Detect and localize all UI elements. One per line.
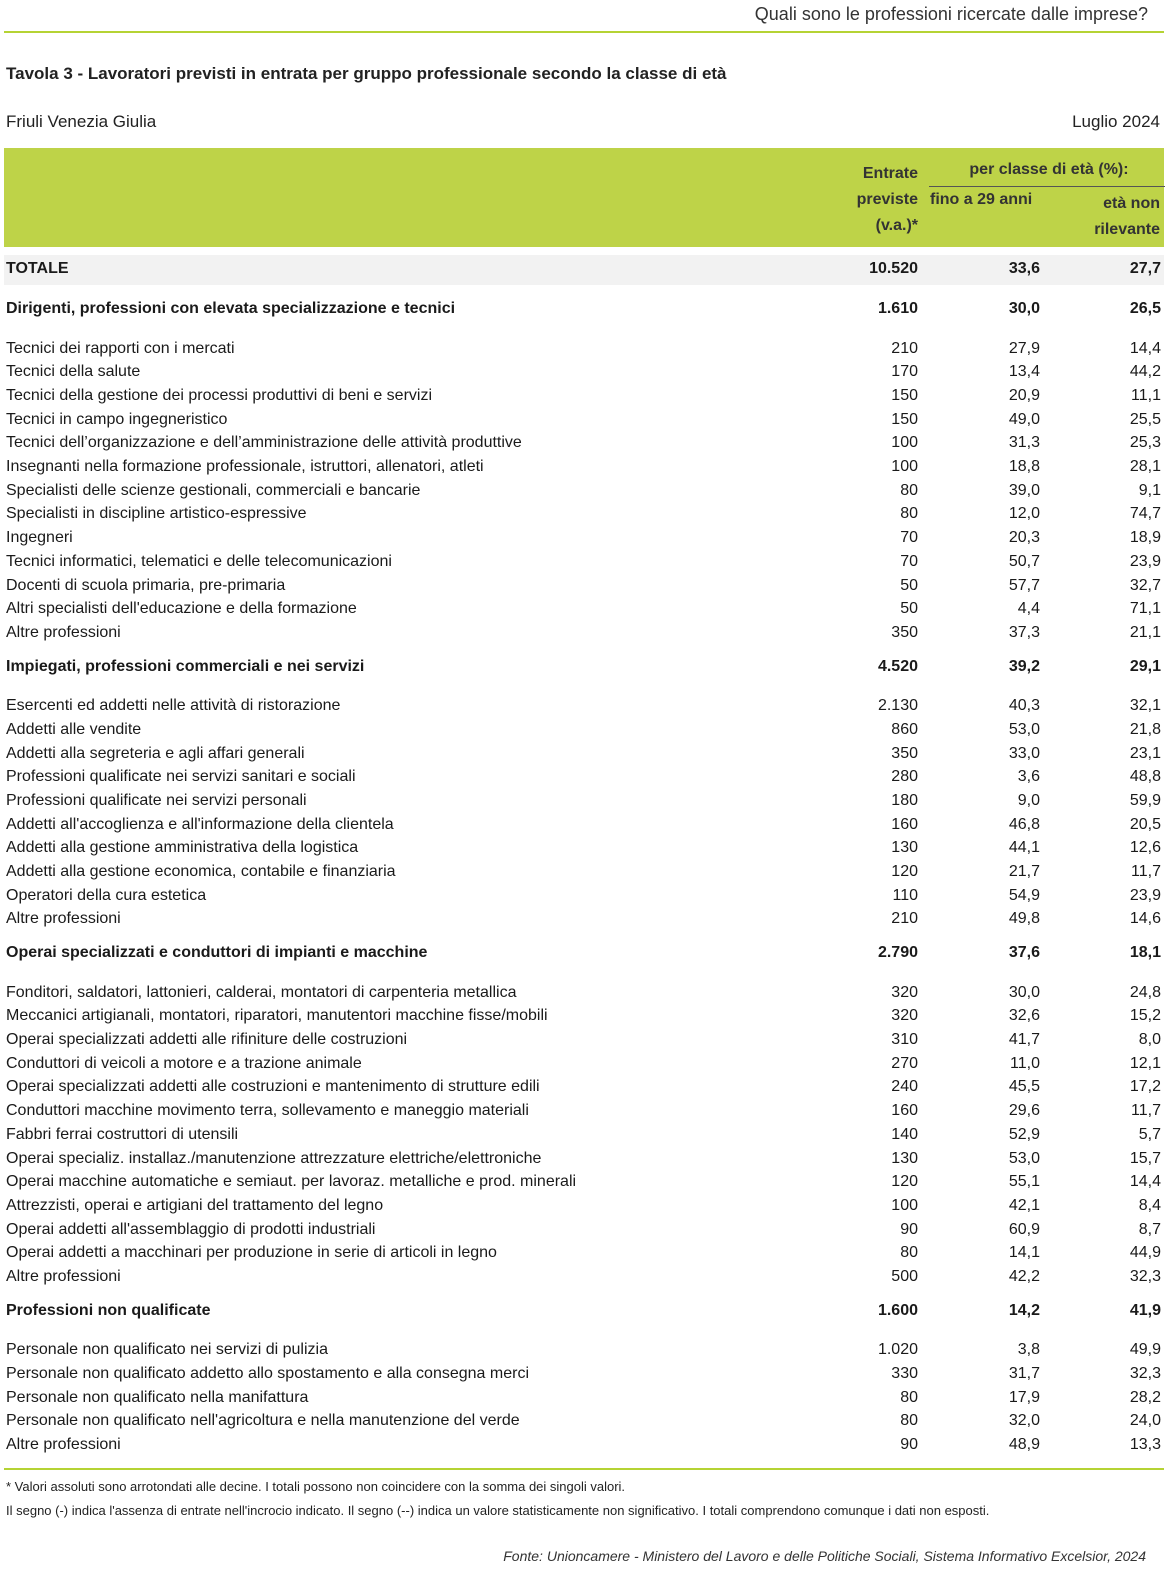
eta-cell: 12,6 <box>1129 839 1161 857</box>
eta-cell: 24,0 <box>1129 1412 1161 1430</box>
fino-29-cell: 13,4 <box>1008 363 1040 381</box>
entrate-cell: 350 <box>891 744 918 762</box>
label-cell: Personale non qualificato nella manifattura <box>6 1388 309 1406</box>
eta-cell: 44,2 <box>1129 363 1161 381</box>
entrate-cell: 80 <box>900 505 918 523</box>
table-row <box>4 1434 1164 1458</box>
group-row <box>4 1300 1164 1324</box>
table-row <box>4 409 1164 433</box>
fino-29-cell: 53,0 <box>1008 720 1040 738</box>
entrate-cell: 1.020 <box>877 1341 918 1359</box>
fino-29-cell: 37,6 <box>1008 944 1040 962</box>
eta-cell: 13,3 <box>1129 1436 1161 1453</box>
header-age-group: per classe di età (%): <box>969 161 1129 178</box>
fino-29-cell: 31,3 <box>1008 434 1040 452</box>
entrate-cell: 500 <box>891 1268 918 1285</box>
entrate-cell: 120 <box>891 1173 918 1191</box>
table-row <box>4 551 1164 575</box>
total-row <box>4 255 1164 285</box>
label-cell: Operatori della cura estetica <box>6 886 207 904</box>
entrate-cell: 270 <box>891 1054 918 1072</box>
eta-cell: 14,4 <box>1129 1173 1161 1191</box>
entrate-cell: 130 <box>891 839 918 857</box>
eta-cell: 32,1 <box>1129 697 1161 715</box>
fino-29-cell: 33,6 <box>1008 260 1040 277</box>
eta-cell: 41,9 <box>1129 1301 1161 1319</box>
fino-29-cell: 14,2 <box>1008 1301 1040 1319</box>
fino-29-cell: 21,7 <box>1008 863 1040 880</box>
label-cell: Operai specializzati e conduttori di impianti e macchine <box>6 944 428 962</box>
entrate-cell: 180 <box>891 791 918 809</box>
label-cell: Tecnici informatici, telematici e delle telecomunicazioni <box>6 552 392 570</box>
fino-29-cell: 40,3 <box>1008 697 1040 715</box>
eta-cell: 23,9 <box>1129 886 1161 904</box>
table-header <box>4 148 1164 247</box>
table-row <box>4 1076 1164 1100</box>
footer-divider <box>4 1468 1164 1470</box>
entrate-cell: 240 <box>891 1078 918 1096</box>
fino-29-cell: 18,8 <box>1008 458 1040 475</box>
label-cell: Tecnici della salute <box>6 363 141 381</box>
fino-29-cell: 39,0 <box>1008 481 1040 499</box>
table-row <box>4 766 1164 790</box>
eta-cell: 18,1 <box>1129 944 1161 962</box>
fino-29-cell: 11,0 <box>1010 1054 1040 1072</box>
table-row <box>4 361 1164 385</box>
entrate-cell: 320 <box>891 1007 918 1025</box>
label-cell: Altre professioni <box>6 623 121 641</box>
fino-29-cell: 12,0 <box>1008 505 1040 523</box>
eta-cell: 28,2 <box>1129 1388 1161 1406</box>
header-entrate-line2: previste <box>856 191 918 208</box>
fino-29-cell: 42,2 <box>1008 1268 1040 1285</box>
fino-29-cell: 49,0 <box>1008 410 1040 428</box>
entrate-cell: 100 <box>891 458 918 475</box>
entrate-cell: 350 <box>891 623 918 641</box>
table-row <box>4 1100 1164 1124</box>
entrate-cell: 10.520 <box>869 260 918 277</box>
fino-29-cell: 55,1 <box>1008 1173 1040 1191</box>
table-row <box>4 814 1164 838</box>
label-cell: Fonditori, saldatori, lattonieri, calderai, montatori di carpenteria metallica <box>6 983 517 1001</box>
fino-29-cell: 53,0 <box>1008 1149 1040 1167</box>
fino-29-cell: 27,9 <box>1008 339 1040 357</box>
table-row <box>4 1005 1164 1029</box>
fino-29-cell: 32,6 <box>1008 1007 1040 1025</box>
table-row <box>4 885 1164 909</box>
label-cell: Personale non qualificato nei servizi di pulizia <box>6 1341 328 1359</box>
table-row <box>4 598 1164 622</box>
table-row <box>4 1124 1164 1148</box>
fino-29-cell: 4,4 <box>1017 600 1040 618</box>
group-row <box>4 942 1164 966</box>
eta-cell: 32,3 <box>1129 1268 1161 1285</box>
table-row <box>4 1171 1164 1195</box>
entrate-cell: 80 <box>900 1388 918 1406</box>
entrate-cell: 860 <box>891 720 918 738</box>
eta-cell: 18,9 <box>1129 529 1161 547</box>
eta-cell: 21,8 <box>1129 720 1161 738</box>
eta-cell: 11,7 <box>1131 863 1161 880</box>
header-fino-29: fino a 29 anni <box>930 191 1033 208</box>
entrate-cell: 1.600 <box>877 1301 918 1319</box>
label-cell: Attrezzisti, operai e artigiani del trattamento del legno <box>6 1196 384 1214</box>
eta-cell: 23,1 <box>1129 744 1161 762</box>
table-row <box>4 1387 1164 1411</box>
eta-cell: 25,3 <box>1129 434 1161 452</box>
label-cell: Altre professioni <box>6 1436 121 1453</box>
label-cell: Esercenti ed addetti nelle attività di ristorazione <box>6 697 341 715</box>
entrate-cell: 70 <box>900 529 918 547</box>
table-row <box>4 908 1164 932</box>
page-header <box>0 0 1170 32</box>
table-row <box>4 575 1164 599</box>
header-entrate <box>857 161 918 239</box>
eta-cell: 11,7 <box>1131 1102 1161 1120</box>
label-cell: Personale non qualificato nell'agricoltura e nella manutenzione del verde <box>6 1412 520 1430</box>
table-row <box>4 790 1164 814</box>
entrate-cell: 160 <box>891 815 918 833</box>
table-row <box>4 338 1164 362</box>
label-cell: Addetti alla segreteria e agli affari generali <box>6 744 305 762</box>
table-row <box>4 622 1164 646</box>
region-label: Friuli Venezia Giulia <box>6 112 157 131</box>
entrate-cell: 280 <box>891 768 918 786</box>
fino-29-cell: 46,8 <box>1008 815 1040 833</box>
entrate-cell: 2.790 <box>877 944 918 962</box>
label-cell: Professioni qualificate nei servizi sanitari e sociali <box>6 768 356 786</box>
eta-cell: 9,1 <box>1138 481 1161 499</box>
label-cell: Altre professioni <box>6 1268 121 1285</box>
entrate-cell: 160 <box>891 1102 918 1120</box>
eta-cell: 14,4 <box>1129 339 1161 357</box>
label-cell: Dirigenti, professioni con elevata specializzazione e tecnici <box>6 300 456 317</box>
fino-29-cell: 54,9 <box>1008 886 1040 904</box>
label-cell: Insegnanti nella formazione professionale, istruttori, allenatori, atleti <box>6 458 484 475</box>
fino-29-cell: 9,0 <box>1017 791 1040 809</box>
fino-29-cell: 60,9 <box>1008 1220 1040 1238</box>
entrate-cell: 2.130 <box>877 697 918 715</box>
entrate-cell: 80 <box>900 481 918 499</box>
table-row <box>4 695 1164 719</box>
eta-cell: 32,3 <box>1129 1364 1161 1382</box>
label-cell: Ingegneri <box>6 529 73 547</box>
eta-cell: 48,8 <box>1129 768 1161 786</box>
eta-cell: 12,1 <box>1129 1054 1161 1072</box>
label-cell: Tecnici della gestione dei processi produttivi di beni e servizi <box>6 386 432 404</box>
entrate-cell: 130 <box>891 1149 918 1167</box>
label-cell: Addetti alle vendite <box>6 720 142 738</box>
label-cell: Addetti alla gestione economica, contabile e finanziaria <box>6 863 396 880</box>
eta-cell: 15,2 <box>1129 1007 1161 1025</box>
fino-29-cell: 20,3 <box>1008 529 1040 547</box>
table-row <box>4 1363 1164 1387</box>
eta-cell: 32,7 <box>1129 576 1161 594</box>
fino-29-cell: 32,0 <box>1008 1412 1040 1430</box>
eta-cell: 11,1 <box>1131 386 1161 404</box>
table-row <box>4 1148 1164 1172</box>
table-row <box>4 1219 1164 1243</box>
entrate-cell: 80 <box>900 1412 918 1430</box>
table-row <box>4 1242 1164 1266</box>
entrate-cell: 4.520 <box>877 657 918 675</box>
entrate-cell: 80 <box>900 1244 918 1262</box>
fino-29-cell: 3,8 <box>1017 1341 1040 1359</box>
fino-29-cell: 17,9 <box>1008 1388 1040 1406</box>
entrate-cell: 330 <box>891 1364 918 1382</box>
eta-cell: 15,7 <box>1129 1149 1161 1167</box>
entrate-cell: 50 <box>900 576 918 594</box>
entrate-cell: 310 <box>891 1031 918 1048</box>
fino-29-cell: 33,0 <box>1008 744 1040 762</box>
group-row <box>4 656 1164 680</box>
header-eta-line1: età non <box>1103 195 1160 212</box>
fino-29-cell: 48,9 <box>1008 1436 1040 1453</box>
table-row <box>4 456 1164 480</box>
eta-cell: 23,9 <box>1129 552 1161 570</box>
fino-29-cell: 52,9 <box>1008 1125 1040 1143</box>
eta-cell: 20,5 <box>1129 815 1161 833</box>
fino-29-cell: 39,2 <box>1008 657 1040 675</box>
table-row <box>4 1266 1164 1290</box>
table-row <box>4 385 1164 409</box>
table-row <box>4 1339 1164 1363</box>
label-cell: Altri specialisti dell'educazione e della formazione <box>6 600 357 618</box>
eta-cell: 8,7 <box>1138 1220 1161 1238</box>
fino-29-cell: 3,6 <box>1017 768 1040 786</box>
label-cell: Impiegati, professioni commerciali e nei servizi <box>6 657 365 675</box>
eta-cell: 71,1 <box>1129 600 1161 618</box>
fino-29-cell: 20,9 <box>1008 386 1040 404</box>
label-cell: Meccanici artigianali, montatori, riparatori, manutentori macchine fisse/mobili <box>6 1007 548 1025</box>
header-entrate-line1: Entrate <box>862 165 918 182</box>
fino-29-cell: 14,1 <box>1008 1244 1040 1262</box>
table-row <box>4 837 1164 861</box>
table-row <box>4 861 1164 885</box>
entrate-cell: 210 <box>891 339 918 357</box>
label-cell: Specialisti delle scienze gestionali, commerciali e bancarie <box>6 481 421 499</box>
eta-cell: 44,9 <box>1129 1244 1161 1262</box>
eta-cell: 59,9 <box>1129 791 1161 809</box>
label-cell: Addetti alla gestione amministrativa della logistica <box>6 839 359 857</box>
entrate-cell: 110 <box>892 886 918 904</box>
fino-29-cell: 30,0 <box>1008 983 1040 1001</box>
table-row <box>4 1410 1164 1434</box>
entrate-cell: 1.610 <box>877 300 918 317</box>
entrate-cell: 210 <box>891 910 918 928</box>
header-divider <box>4 31 1164 33</box>
entrate-cell: 150 <box>891 410 918 428</box>
label-cell: TOTALE <box>6 260 69 277</box>
eta-cell: 8,4 <box>1138 1196 1161 1214</box>
entrate-cell: 140 <box>891 1125 918 1143</box>
fino-29-cell: 31,7 <box>1008 1364 1040 1382</box>
fino-29-cell: 30,0 <box>1008 300 1040 317</box>
eta-cell: 24,8 <box>1129 983 1161 1001</box>
fino-29-cell: 37,3 <box>1008 623 1040 641</box>
eta-cell: 5,7 <box>1138 1125 1161 1143</box>
fino-29-cell: 42,1 <box>1008 1196 1040 1214</box>
label-cell: Conduttori di veicoli a motore e a trazione animale <box>6 1054 362 1072</box>
eta-cell: 21,1 <box>1129 623 1161 641</box>
table-row <box>4 527 1164 551</box>
label-cell: Operai specializ. installaz./manutenzione attrezzature elettriche/elettroniche <box>6 1149 542 1167</box>
source-note: Fonte: Unioncamere - Ministero del Lavoro e delle Politiche Sociali, Sistema Informativo Excelsior, 2024 <box>503 1548 1146 1564</box>
eta-cell: 25,5 <box>1129 410 1161 428</box>
period-label: Luglio 2024 <box>1072 112 1160 131</box>
label-cell: Professioni qualificate nei servizi personali <box>6 791 307 809</box>
eta-cell: 74,7 <box>1129 505 1161 523</box>
label-cell: Conduttori macchine movimento terra, sollevamento e maneggio materiali <box>6 1102 529 1120</box>
entrate-cell: 170 <box>891 363 918 381</box>
header-entrate-line3: (v.a.)* <box>875 217 918 234</box>
fino-29-cell: 57,7 <box>1008 576 1040 594</box>
eta-cell: 28,1 <box>1129 458 1161 475</box>
entrate-cell: 50 <box>900 600 918 618</box>
label-cell: Operai specializzati addetti alle costruzioni e mantenimento di strutture edili <box>6 1078 540 1096</box>
fino-29-cell: 29,6 <box>1008 1102 1040 1120</box>
fino-29-cell: 49,8 <box>1008 910 1040 928</box>
table-row <box>4 480 1164 504</box>
eta-cell: 49,9 <box>1129 1341 1161 1359</box>
label-cell: Professioni non qualificate <box>6 1301 211 1319</box>
entrate-cell: 70 <box>900 552 918 570</box>
entrate-cell: 90 <box>900 1220 918 1238</box>
table-title: Tavola 3 - Lavoratori previsti in entrata per gruppo professionale secondo la classe di età <box>6 64 727 83</box>
entrate-cell: 90 <box>900 1436 918 1453</box>
header-subdivider <box>929 186 1165 187</box>
label-cell: Operai addetti all'assemblaggio di prodotti industriali <box>6 1220 376 1238</box>
header-question: Quali sono le professioni ricercate dalle imprese? <box>754 4 1148 24</box>
label-cell: Personale non qualificato addetto allo spostamento e alla consegna merci <box>6 1364 529 1382</box>
label-cell: Tecnici in campo ingegneristico <box>6 410 228 428</box>
table-row <box>4 982 1164 1006</box>
label-cell: Tecnici dei rapporti con i mercati <box>6 339 235 357</box>
entrate-cell: 100 <box>891 1196 918 1214</box>
entrate-cell: 100 <box>891 434 918 452</box>
table-row <box>4 432 1164 456</box>
eta-cell: 27,7 <box>1129 260 1161 277</box>
label-cell: Fabbri ferrai costruttori di utensili <box>6 1125 239 1143</box>
entrate-cell: 150 <box>891 386 918 404</box>
eta-cell: 26,5 <box>1129 300 1161 317</box>
entrate-cell: 120 <box>891 863 918 880</box>
label-cell: Altre professioni <box>6 910 121 928</box>
label-cell: Docenti di scuola primaria, pre-primaria <box>6 576 286 594</box>
footnote-2: Il segno (-) indica l'assenza di entrate nell'incrocio indicato. Il segno (--) indica un valore statisticamente non significativo. I totali comprendono comunque i dati non esposti. <box>6 1503 990 1518</box>
eta-cell: 29,1 <box>1129 657 1161 675</box>
footnote-1: * Valori assoluti sono arrotondati alle decine. I totali possono non coincidere con la somma dei singoli valori. <box>6 1479 626 1494</box>
table-row <box>4 1195 1164 1219</box>
table-row <box>4 503 1164 527</box>
label-cell: Operai specializzati addetti alle rifiniture delle costruzioni <box>6 1031 408 1048</box>
eta-cell: 17,2 <box>1129 1078 1161 1096</box>
table-row <box>4 1029 1164 1053</box>
label-cell: Operai addetti a macchinari per produzione in serie di articoli in legno <box>6 1244 497 1262</box>
header-eta-non-rilevante <box>1094 191 1160 243</box>
fino-29-cell: 45,5 <box>1008 1078 1040 1096</box>
table-row <box>4 719 1164 743</box>
group-row <box>4 298 1164 322</box>
label-cell: Addetti all'accoglienza e all'informazione della clientela <box>6 815 394 833</box>
eta-cell: 8,0 <box>1138 1031 1161 1048</box>
eta-cell: 14,6 <box>1129 910 1161 928</box>
entrate-cell: 320 <box>891 983 918 1001</box>
header-eta-line2: rilevante <box>1094 221 1160 238</box>
label-cell: Tecnici dell’organizzazione e dell’amministrazione delle attività produttive <box>6 434 522 452</box>
label-cell: Specialisti in discipline artistico-espressive <box>6 505 307 523</box>
fino-29-cell: 50,7 <box>1008 552 1040 570</box>
table-row <box>4 743 1164 767</box>
label-cell: Operai macchine automatiche e semiaut. per lavoraz. metalliche e prod. minerali <box>6 1173 577 1191</box>
fino-29-cell: 44,1 <box>1008 839 1040 857</box>
fino-29-cell: 41,7 <box>1008 1031 1040 1048</box>
table-row <box>4 1053 1164 1077</box>
